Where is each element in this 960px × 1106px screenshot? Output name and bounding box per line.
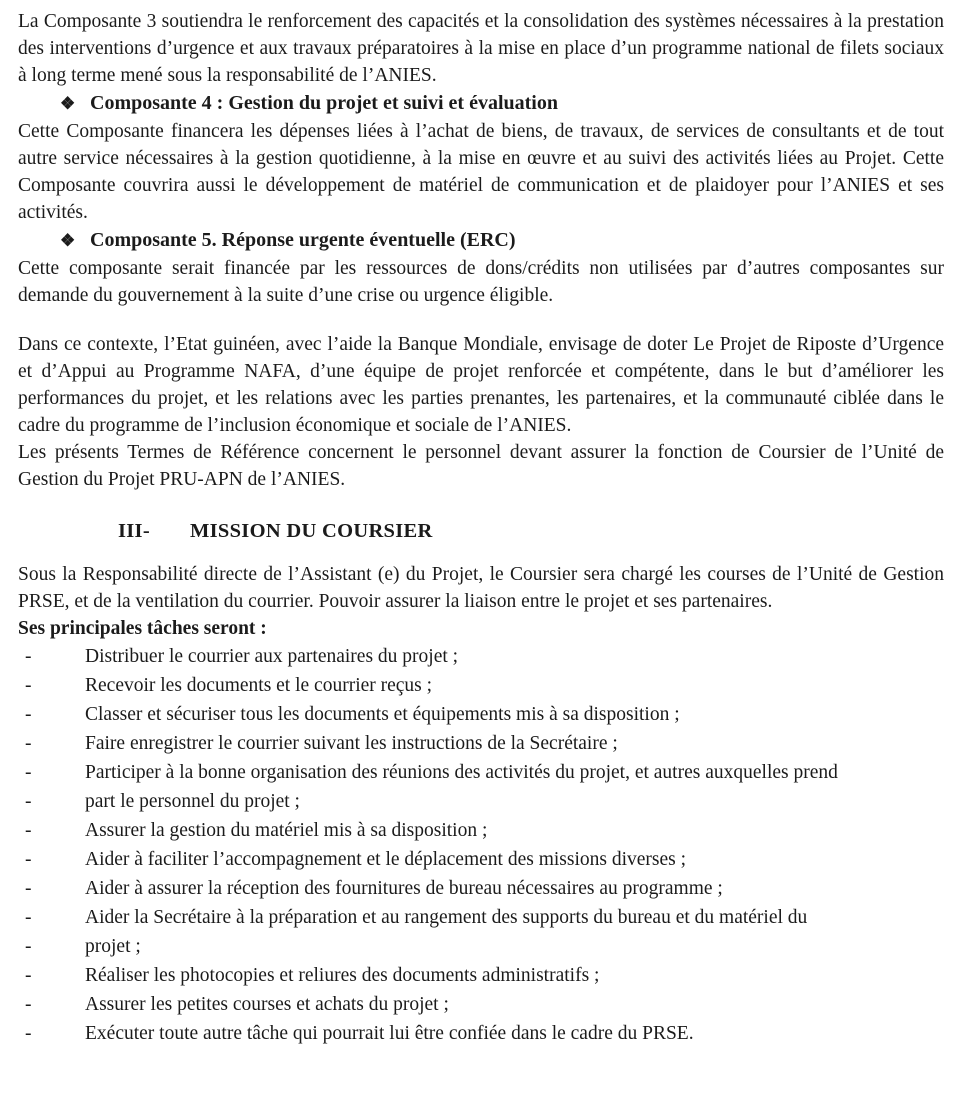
task-item-label: Assurer la gestion du matériel mis à sa disposition ; xyxy=(85,820,488,841)
task-item xyxy=(18,1019,944,1048)
task-item-label: Aider à assurer la réception des fournitures de bureau nécessaires au programme ; xyxy=(85,878,723,899)
task-item xyxy=(18,845,944,874)
task-item xyxy=(18,874,944,903)
heading-composante5-label: Composante 5. Réponse urgente éventuelle (ERC) xyxy=(90,229,516,251)
dash-bullet: - xyxy=(25,849,32,870)
task-item-label: Réaliser les photocopies et reliures des documents administratifs ; xyxy=(85,965,600,986)
task-item xyxy=(18,932,944,961)
task-item-label: projet ; xyxy=(85,936,141,957)
diamond-bullet-icon: ❖ xyxy=(60,94,76,113)
task-item xyxy=(18,700,944,729)
dash-bullet: - xyxy=(25,878,32,899)
dash-bullet: - xyxy=(25,791,32,812)
heading-composante5 xyxy=(18,226,944,255)
dash-bullet: - xyxy=(25,646,32,667)
dash-bullet: - xyxy=(25,907,32,928)
paragraph-contexte: Dans ce contexte, l’Etat guinéen, avec l’aide la Banque Mondiale, envisage de doter Le Projet de Riposte d’Urgence et d’Appui au Programme NAFA, d’une équipe de projet renforcée et compétente, dans le but d’améliorer les performances du projet, et les relations avec les parties prenantes, les partenaires, et la communauté ciblée dans le cadre du programme de l’inclusion économique et sociale de l’ANIES. xyxy=(18,334,944,436)
task-item-label: Aider la Secrétaire à la préparation et au rangement des supports du bureau et du matériel du xyxy=(85,907,808,928)
paragraph-composante4: Cette Composante financera les dépenses liées à l’achat de biens, de travaux, de services de consultants et de tout autre service nécessaires à la gestion quotidienne, à la mise en œuvre et au suivi des activités liées au Projet. Cette Composante couvrira aussi le développement de matériel de communication et de plaidoyer pour l’ANIES et ses activités. xyxy=(18,121,944,223)
dash-bullet: - xyxy=(25,675,32,696)
section-heading-mission xyxy=(118,517,944,545)
section-title: MISSION DU COURSIER xyxy=(189,520,433,542)
dash-bullet: - xyxy=(25,762,32,783)
task-item-label: Distribuer le courrier aux partenaires du projet ; xyxy=(85,646,459,667)
task-item xyxy=(18,787,944,816)
paragraph-composante3: La Composante 3 soutiendra le renforcement des capacités et la consolidation des systèmes nécessaires à la prestation des interventions d’urgence et aux travaux préparatoires à la mise en place d’un programme national de filets sociaux à long terme mené sous la responsabilité de l’ANIES. xyxy=(18,11,944,86)
task-item xyxy=(18,758,944,787)
task-item-label: part le personnel du projet ; xyxy=(85,791,300,812)
task-item xyxy=(18,961,944,990)
dash-bullet: - xyxy=(25,820,32,841)
tasks-intro-label: Ses principales tâches seront : xyxy=(18,618,267,639)
task-item-label: Assurer les petites courses et achats du projet ; xyxy=(85,994,449,1015)
section-number: III- xyxy=(118,520,150,542)
heading-composante4 xyxy=(18,89,944,118)
diamond-bullet-icon: ❖ xyxy=(60,231,76,250)
task-item xyxy=(18,990,944,1019)
task-item xyxy=(18,729,944,758)
dash-bullet: - xyxy=(25,936,32,957)
paragraph-termes: Les présents Termes de Référence concernent le personnel devant assurer la fonction de Coursier de l’Unité de Gestion du Projet PRU-APN de l’ANIES. xyxy=(18,442,944,490)
task-list xyxy=(18,642,944,1048)
task-item xyxy=(18,642,944,671)
task-item-label: Participer à la bonne organisation des réunions des activités du projet, et autres auxquelles prend xyxy=(85,762,838,783)
paragraph-composante5: Cette composante serait financée par les ressources de dons/crédits non utilisées par d’autres composantes sur demande du gouvernement à la suite d’une crise ou urgence éligible. xyxy=(18,258,944,306)
dash-bullet: - xyxy=(25,733,32,754)
dash-bullet: - xyxy=(25,965,32,986)
dash-bullet: - xyxy=(25,704,32,725)
heading-composante4-label: Composante 4 : Gestion du projet et suivi et évaluation xyxy=(90,92,558,114)
task-item-label: Recevoir les documents et le courrier reçus ; xyxy=(85,675,433,696)
dash-bullet: - xyxy=(25,1023,32,1044)
task-item xyxy=(18,671,944,700)
task-item-label: Exécuter toute autre tâche qui pourrait lui être confiée dans le cadre du PRSE. xyxy=(85,1023,694,1044)
task-item-label: Aider à faciliter l’accompagnement et le déplacement des missions diverses ; xyxy=(85,849,687,870)
task-item xyxy=(18,903,944,932)
dash-bullet: - xyxy=(25,994,32,1015)
task-item xyxy=(18,816,944,845)
paragraph-mission: Sous la Responsabilité directe de l’Assistant (e) du Projet, le Coursier sera chargé les courses de l’Unité de Gestion PRSE, et de la ventilation du courrier. Pouvoir assurer la liaison entre le projet et ses partenaires. xyxy=(18,564,944,612)
task-item-label: Classer et sécuriser tous les documents et équipements mis à sa disposition ; xyxy=(85,704,680,725)
task-item-label: Faire enregistrer le courrier suivant les instructions de la Secrétaire ; xyxy=(85,733,618,754)
